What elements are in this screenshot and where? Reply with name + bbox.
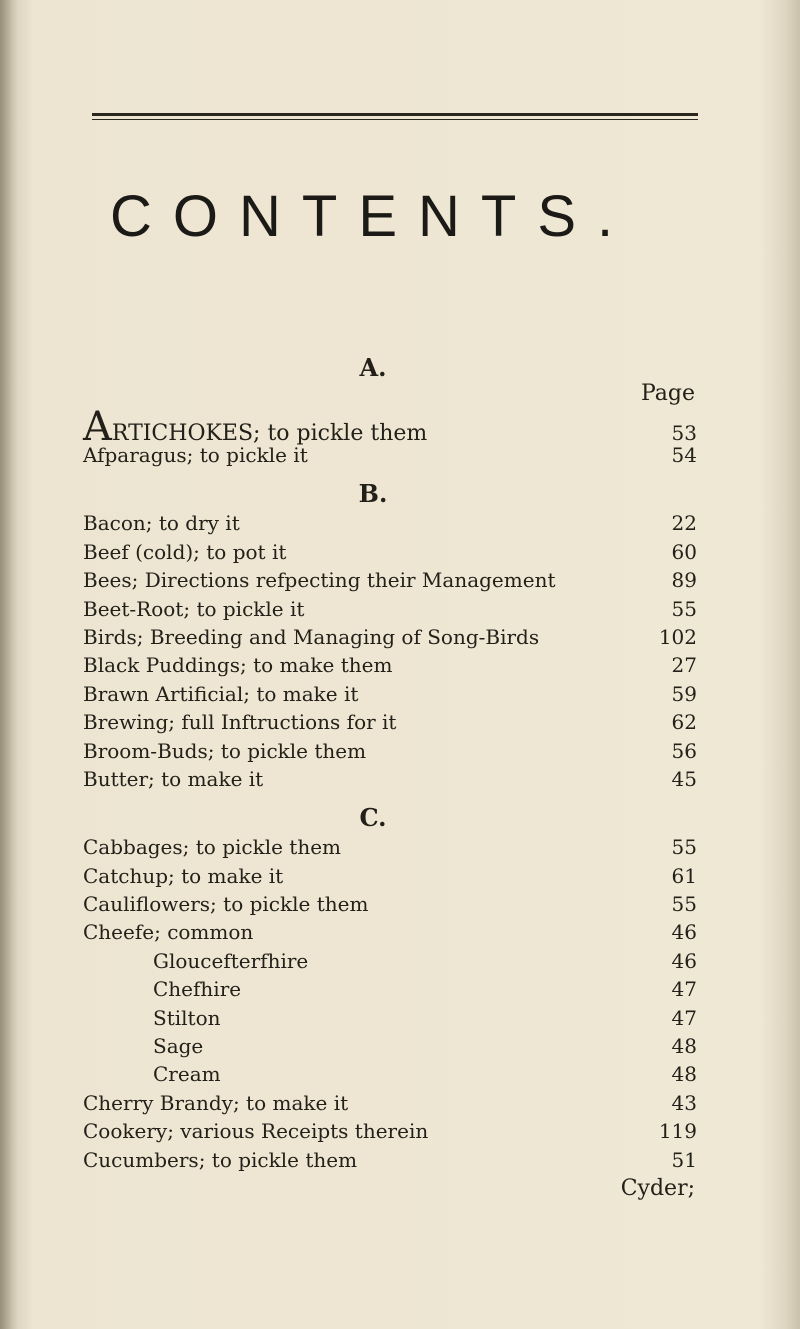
entry-text: Brewing; full Inftructions for it <box>83 710 397 735</box>
entry-page-number: 46 <box>671 920 697 945</box>
contents-entry <box>83 890 699 918</box>
entry-page-number: 51 <box>671 1147 697 1172</box>
contents-list <box>83 355 699 1204</box>
catchword: Cyder; <box>620 1175 695 1201</box>
entry-page-number: 61 <box>671 863 697 888</box>
page-title: CONTENTS. <box>110 184 635 249</box>
contents-entry <box>83 595 699 623</box>
entry-page-number: 43 <box>671 1090 697 1115</box>
entry-page-number: 102 <box>658 624 697 649</box>
entry-text: Cabbages; to pickle them <box>83 835 342 860</box>
entry-page-number: 55 <box>671 835 697 860</box>
entry-text: Gloucefterfhire <box>153 948 309 973</box>
contents-subentry <box>83 1060 699 1088</box>
entry-text: Cookery; various Receipts therein <box>83 1119 429 1144</box>
contents-subentry <box>83 1004 699 1032</box>
page-column-heading: Page <box>640 381 695 406</box>
entry-text: Cheefe; common <box>83 920 254 945</box>
contents-entry <box>83 680 699 708</box>
entry-page-number: 47 <box>671 977 697 1002</box>
entry-page-number: 53 <box>671 421 697 445</box>
contents-entry <box>83 708 699 736</box>
entry-text: RTICHOKES; to pickle them <box>111 421 428 446</box>
contents-entry <box>83 509 699 537</box>
entry-text: Sage <box>153 1034 204 1059</box>
entry-page-number: 45 <box>671 766 697 791</box>
entry-page-number: 89 <box>671 568 697 593</box>
contents-entry <box>83 862 699 890</box>
entry-text: Bacon; to dry it <box>83 511 240 536</box>
contents-entry <box>83 566 699 594</box>
contents-entry <box>83 833 699 861</box>
section-letter-b: B. <box>358 479 388 509</box>
entry-page-number: 47 <box>671 1005 697 1030</box>
contents-entry <box>83 1089 699 1117</box>
header-rule-thin <box>92 119 698 120</box>
entry-page-number: 48 <box>671 1034 697 1059</box>
entry-text: Beef (cold); to pot it <box>83 539 287 564</box>
section-letter-a: A. <box>359 353 387 382</box>
section-letter-c: C. <box>359 803 387 833</box>
contents-entry <box>83 441 699 469</box>
entry-page-number: 46 <box>671 948 697 973</box>
contents-entry <box>83 651 699 679</box>
contents-subentry <box>83 1032 699 1060</box>
entry-page-number: 27 <box>671 653 697 678</box>
entry-text: Cream <box>153 1062 221 1087</box>
contents-entry <box>83 623 699 651</box>
entry-text: Chefhire <box>153 977 242 1002</box>
contents-entry <box>83 1146 699 1174</box>
entry-page-number: 56 <box>671 738 697 763</box>
entry-page-number: 48 <box>671 1062 697 1087</box>
entry-text: Stilton <box>153 1005 221 1030</box>
contents-entry <box>83 538 699 566</box>
initial-capital: A <box>83 404 112 450</box>
entry-text: Cherry Brandy; to make it <box>83 1090 349 1115</box>
entry-text: Beet-Root; to pickle it <box>83 596 305 621</box>
contents-entry <box>83 918 699 946</box>
entry-text: Butter; to make it <box>83 766 264 791</box>
entry-page-number: 62 <box>671 710 697 735</box>
entry-text: Afparagus; to pickle it <box>83 443 308 467</box>
entry-page-number: 60 <box>671 539 697 564</box>
contents-entry <box>83 765 699 793</box>
contents-entry <box>83 737 699 765</box>
binding-shadow <box>0 0 18 1329</box>
contents-entry <box>83 404 699 450</box>
entry-page-number: 54 <box>671 443 697 467</box>
contents-entry <box>83 1117 699 1145</box>
entry-page-number: 55 <box>671 892 697 917</box>
entry-page-number: 55 <box>671 596 697 621</box>
entry-text: Bees; Directions refpecting their Management <box>83 568 556 593</box>
entry-page-number: 119 <box>658 1119 697 1144</box>
header-rule-thick <box>92 113 698 116</box>
entry-text: Cucumbers; to pickle them <box>83 1147 358 1172</box>
entry-page-number: 22 <box>671 511 697 536</box>
entry-text: Birds; Breeding and Managing of Song-Birds <box>83 624 540 649</box>
entry-text: Brawn Artificial; to make it <box>83 681 359 706</box>
entry-text: Black Puddings; to make them <box>83 653 393 678</box>
entry-text: Broom-Buds; to pickle them <box>83 738 367 763</box>
entry-text: Cauliflowers; to pickle them <box>83 892 369 917</box>
entry-page-number: 59 <box>671 681 697 706</box>
entry-text: Catchup; to make it <box>83 863 284 888</box>
contents-subentry <box>83 947 699 975</box>
contents-subentry <box>83 975 699 1003</box>
